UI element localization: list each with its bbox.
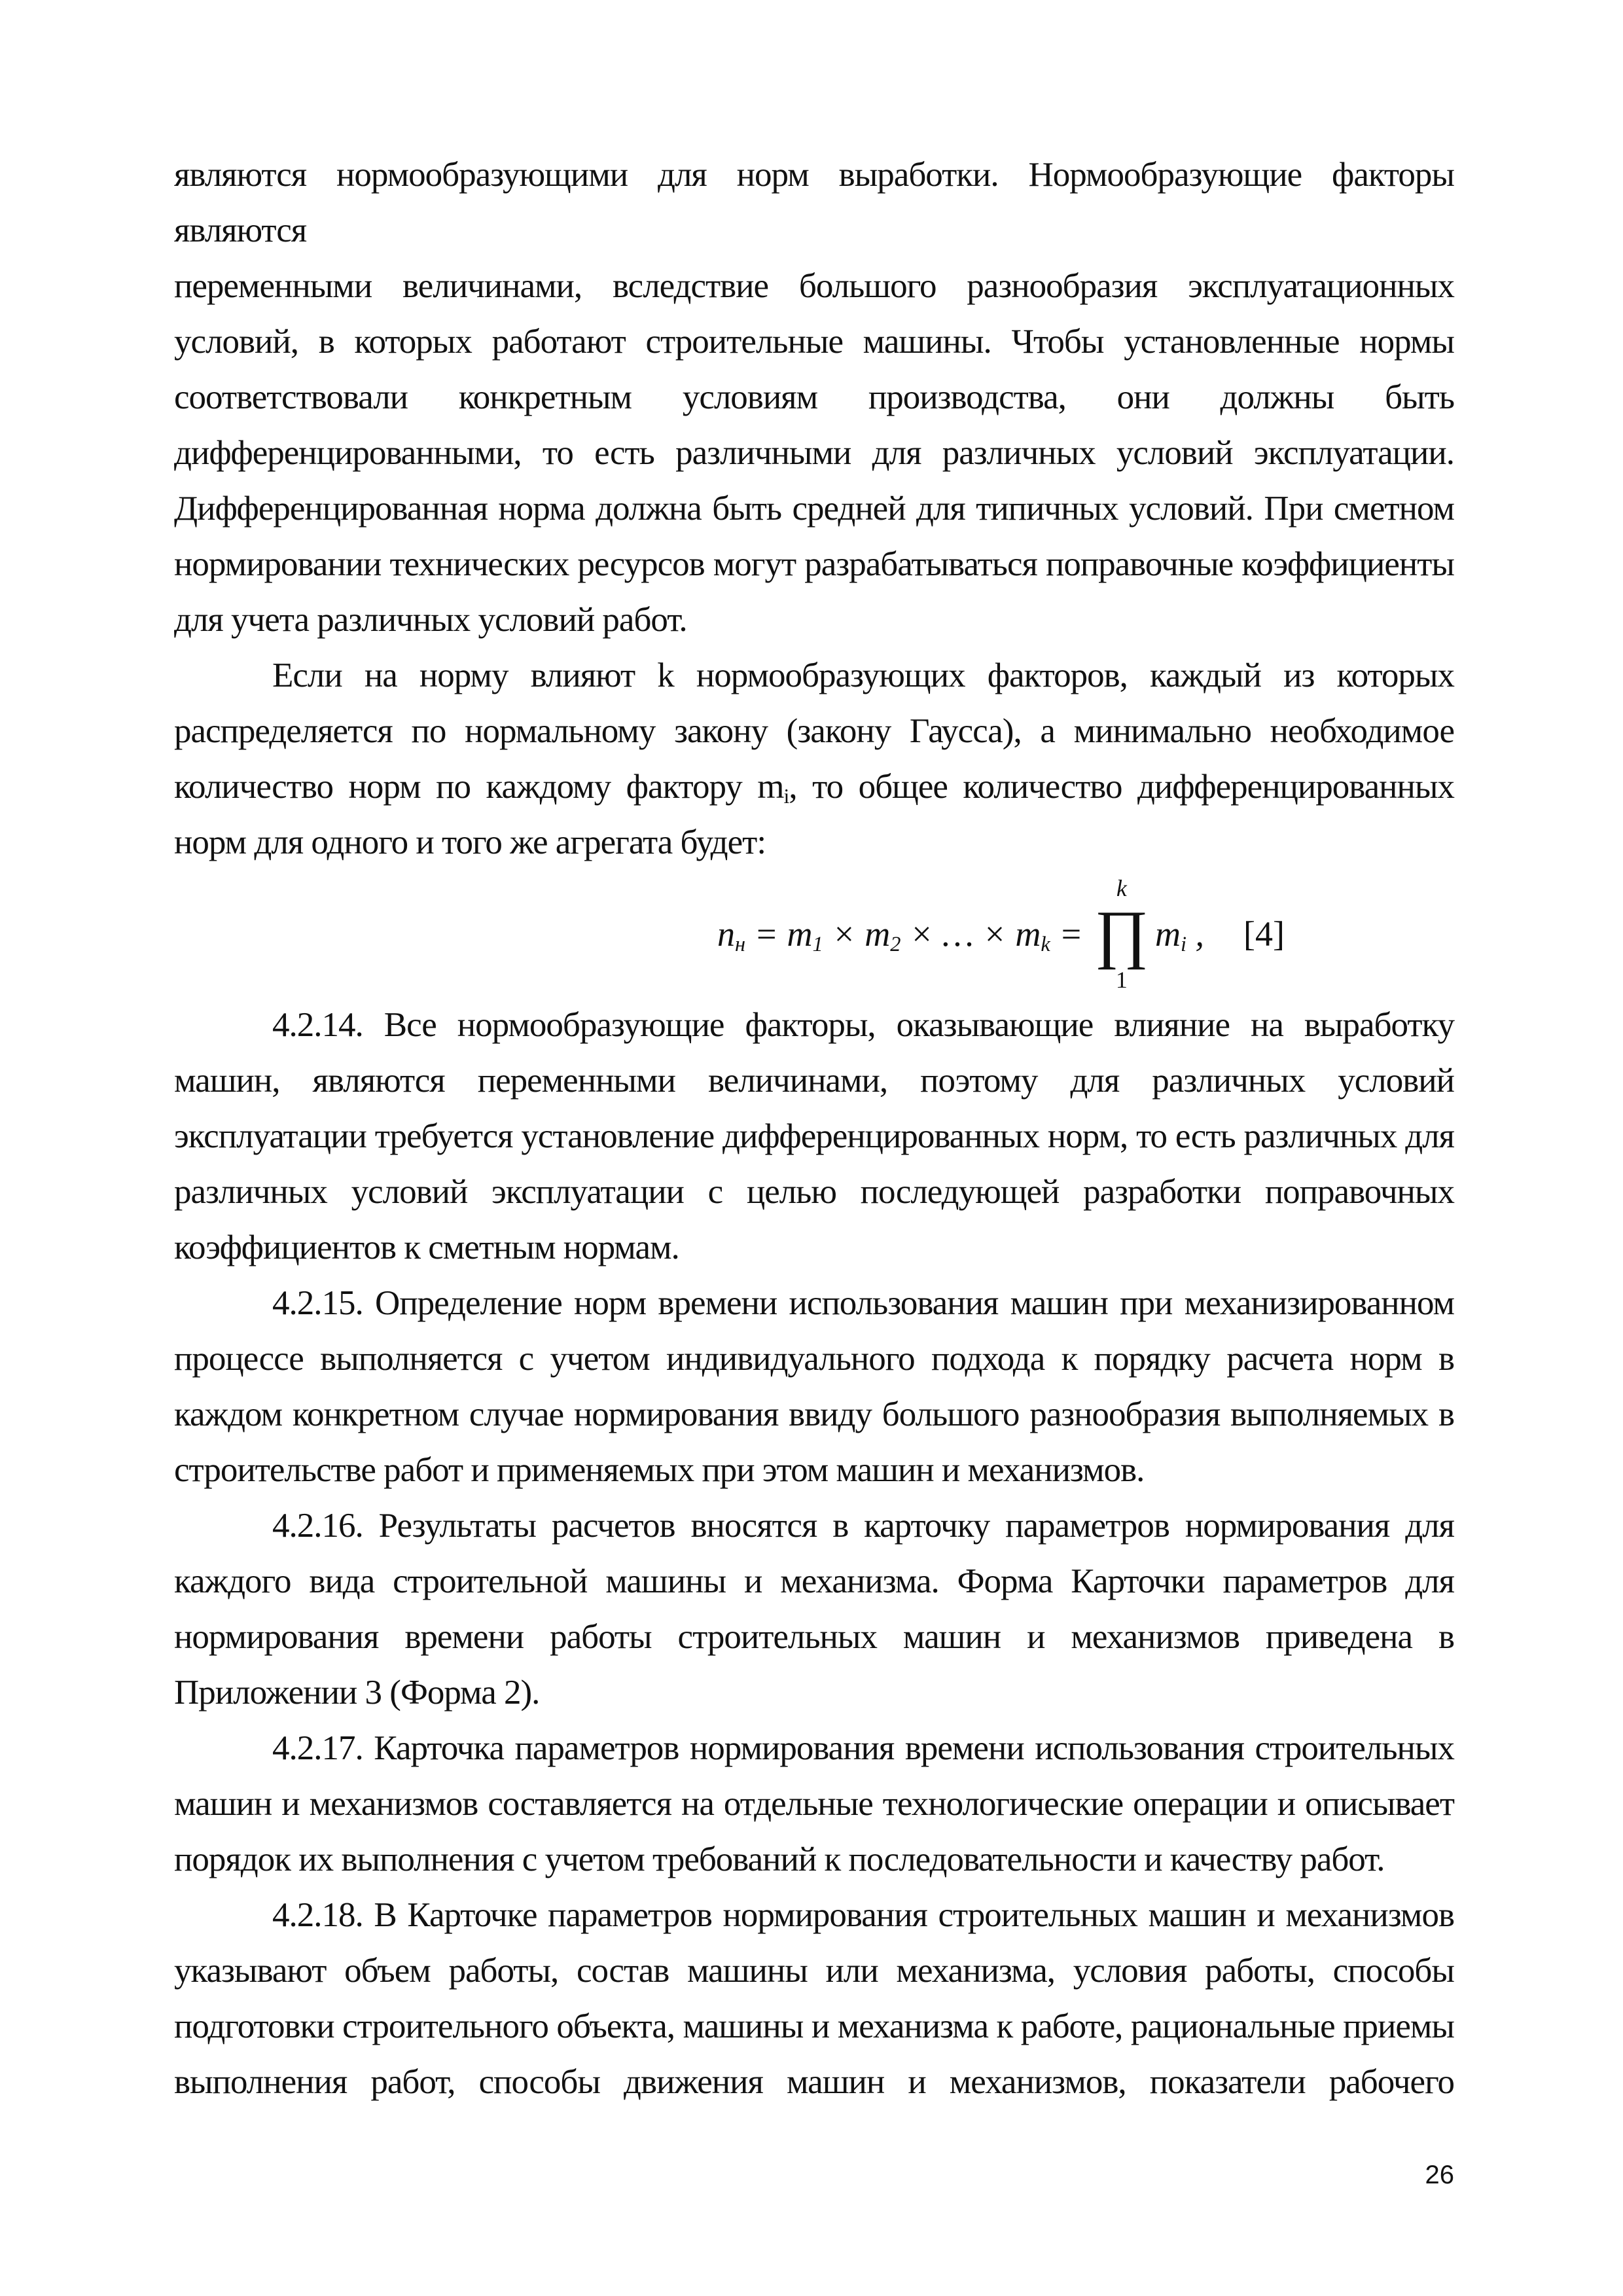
product-upper-limit: k [1116, 875, 1127, 901]
text-line: условий, в которых работают строительные машины. Чтобы установленные нормы [174, 323, 1454, 361]
formula-subscript: 2 [890, 933, 901, 957]
page-number: 26 [1425, 2161, 1454, 2189]
text-line: нормирования времени работы строительных машин и механизмов приведена в [174, 1618, 1454, 1656]
formula-symbol: m [865, 914, 891, 954]
text-line: эксплуатации требуется установление дифференцированных норм, то есть различных для [174, 1117, 1454, 1155]
formula-symbol: m [1154, 914, 1181, 954]
text-line: 4.2.18. В Карточке параметров нормирования строительных машин и механизмов [272, 1896, 1454, 1934]
text-line: коэффициентов к сметным нормам. [174, 1229, 679, 1266]
document-body [174, 0, 1454, 2110]
formula-subscript: 1 [812, 933, 823, 957]
formula-operator: … [942, 914, 974, 954]
product-operator [1095, 875, 1149, 993]
text-line: каждого вида строительной машины и механизма. Форма Карточки параметров для [174, 1562, 1454, 1600]
text-line: каждом конкретном случае нормирования ввиду большого разнообразия выполняемых в [174, 1395, 1454, 1433]
text-line: являются нормообразующими для норм выработки. Нормообразующие факторы являются [174, 156, 1454, 249]
text-line: порядок их выполнения с учетом требований к последовательности и качеству работ. [174, 1840, 1385, 1878]
text-line: Если на норму влияют k нормообразующих факторов, каждый из которых [272, 656, 1454, 694]
text-line: машин, являются переменными величинами, поэтому для различных условий [174, 1062, 1454, 1100]
text-line: машин и механизмов составляется на отдельные технологические операции и описывает [174, 1785, 1454, 1823]
text-line: нормировании технических ресурсов могут разрабатываться поправочные коэффициенты [174, 545, 1454, 583]
formula-number: [4] [1243, 914, 1285, 954]
formula-operator: × [909, 914, 934, 954]
text-line: 4.2.16. Результаты расчетов вносятся в карточку параметров нормирования для [272, 1507, 1454, 1545]
text-span: , то общее количество дифференцированных [789, 768, 1454, 806]
subscript: i [783, 784, 789, 808]
text-line: для учета различных условий работ. [174, 601, 687, 639]
text-line: норм для одного и того же агрегата будет: [174, 823, 766, 861]
formula-symbol: m [1015, 914, 1041, 954]
formula-subscript: н [735, 933, 746, 957]
text-line: Приложении 3 (Форма 2). [174, 1674, 540, 1712]
text-line: распределяется по нормальному закону (закону Гаусса), а минимально необходимое [174, 712, 1454, 750]
formula-subscript: i [1180, 933, 1186, 957]
formula-symbol: n [717, 914, 735, 954]
text-span: количество норм по каждому фактору m [174, 768, 784, 806]
text-line: соответствовали конкретным условиям производства, они должны быть [174, 378, 1454, 416]
formula-operator: = [1059, 914, 1083, 954]
formula-operator: × [982, 914, 1007, 954]
text-line: указывают объем работы, состав машины или механизма, условия работы, способы [174, 1952, 1454, 1990]
text-line: подготовки строительного объекта, машины и механизма к работе, рациональные приемы [174, 2007, 1454, 2045]
text-line: 4.2.17. Карточка параметров нормирования времени использования строительных [272, 1729, 1454, 1767]
product-symbol: ∏ [1094, 897, 1149, 970]
text-line: процессе выполняется с учетом индивидуального подхода к порядку расчета норм в [174, 1340, 1454, 1378]
text-line: различных условий эксплуатации с целью последующей разработки поправочных [174, 1173, 1454, 1211]
product-lower-limit: 1 [1115, 967, 1128, 993]
formula-term [1154, 914, 1204, 957]
text-line: строительстве работ и применяемых при этом машин и механизмов. [174, 1451, 1145, 1489]
formula-punctuation: , [1195, 914, 1204, 954]
formula-operator: = [754, 914, 779, 954]
formula [174, 870, 1454, 997]
formula-expression [717, 914, 1083, 957]
text-line: Дифференцированная норма должна быть средней для типичных условий. При сметном [174, 490, 1454, 528]
formula-operator: × [832, 914, 856, 954]
text-line [174, 759, 1454, 815]
text-line: переменными величинами, вследствие большого разнообразия эксплуатационных [174, 267, 1454, 305]
text-line: дифференцированными, то есть различными для различных условий эксплуатации. [174, 434, 1454, 472]
text-line: 4.2.14. Все нормообразующие факторы, оказывающие влияние на выработку [272, 1006, 1454, 1044]
formula-symbol: m [787, 914, 813, 954]
text-line: выполнения работ, способы движения машин и механизмов, показатели рабочего [174, 2063, 1454, 2101]
text-line: 4.2.15. Определение норм времени использования машин при механизированном [272, 1284, 1454, 1322]
page-footer [0, 2159, 1454, 2244]
formula-subscript: k [1041, 933, 1050, 957]
